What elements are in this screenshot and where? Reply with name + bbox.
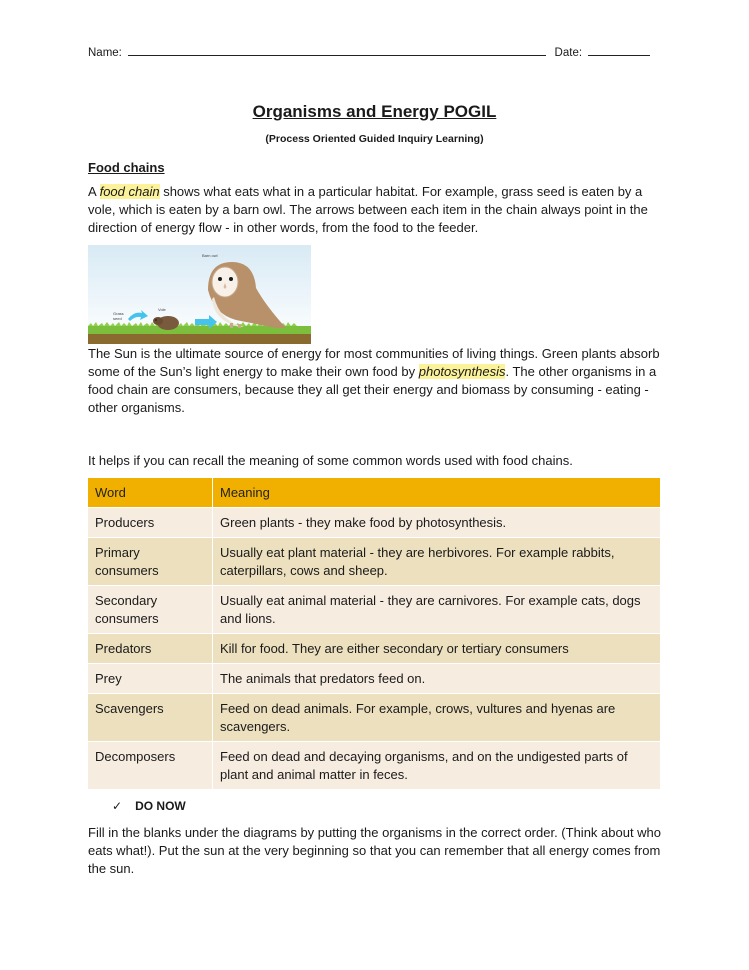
- page-title: Organisms and Energy POGIL: [252, 102, 497, 121]
- svg-text:Vole: Vole: [158, 307, 166, 312]
- term-word: Primary consumers: [88, 538, 213, 586]
- checkmark-icon: ✓: [112, 799, 123, 813]
- table-row: [88, 664, 660, 694]
- sun-paragraph: [88, 345, 663, 417]
- term-meaning: Kill for food. They are either secondary or tertiary consumers: [213, 634, 661, 664]
- term-word: Producers: [88, 508, 213, 538]
- highlight-photosynthesis: photosynthesis: [418, 364, 506, 379]
- term-word: Decomposers: [88, 742, 213, 790]
- term-word: Secondary consumers: [88, 586, 213, 634]
- food-chain-illustration: [88, 245, 311, 344]
- section-heading-food-chains: Food chains: [88, 160, 165, 175]
- term-meaning: Usually eat animal material - they are carnivores. For example cats, dogs and lions.: [213, 586, 661, 634]
- term-meaning: Feed on dead and decaying organisms, and on the undigested parts of plant and animal matter in feces.: [213, 742, 661, 790]
- term-meaning: Feed on dead animals. For example, crows, vultures and hyenas are scavengers.: [213, 694, 661, 742]
- do-now-label: DO NOW: [135, 799, 186, 813]
- table-row: [88, 586, 660, 634]
- do-now-heading: [112, 799, 186, 813]
- table-row: [88, 694, 660, 742]
- intro-suffix: shows what eats what in a particular habitat. For example, grass seed is eaten by a vole, which is eaten by a barn owl. The arrows between each item in the chain always point in the direction of energy flow - in other words, from the food to the feeder.: [88, 184, 648, 235]
- sun-prefix: The Sun is the ultimate source of energy for most communities of living things. Green plants absorb some of the Sun’s light energy to make their own food by: [88, 346, 660, 379]
- name-field-blank[interactable]: [128, 45, 546, 56]
- sun-suffix: . The other organisms in a food chain are consumers, because they all get their energy and biomass by consuming - eating - other organisms.: [88, 364, 657, 415]
- term-word: Scavengers: [88, 694, 213, 742]
- header-meaning: Meaning: [213, 478, 661, 508]
- name-label: Name:: [88, 47, 122, 59]
- name-date-line: [88, 45, 650, 59]
- table-intro: It helps if you can recall the meaning of some common words used with food chains.: [88, 453, 573, 468]
- term-meaning: The animals that predators feed on.: [213, 664, 661, 694]
- table-header-row: [88, 478, 660, 508]
- term-word: Prey: [88, 664, 213, 694]
- date-field-blank[interactable]: [588, 45, 650, 56]
- svg-text:seed: seed: [113, 316, 122, 321]
- table-row: [88, 508, 660, 538]
- term-meaning: Green plants - they make food by photosynthesis.: [213, 508, 661, 538]
- food-chain-terms-table: [88, 478, 660, 789]
- table-row: [88, 634, 660, 664]
- table-row: [88, 742, 660, 790]
- intro-paragraph: [88, 183, 663, 237]
- date-label: Date:: [554, 47, 583, 59]
- page-subtitle: (Process Oriented Guided Inquiry Learning): [265, 133, 484, 145]
- svg-text:Barn owl: Barn owl: [202, 253, 218, 258]
- svg-text:Grass: Grass: [113, 311, 124, 316]
- do-now-instructions: Fill in the blanks under the diagrams by putting the organisms in the correct order. (Think about who eats what!). Put the sun at the very beginning so that you can remember that all energy comes from the sun.: [88, 825, 662, 876]
- term-word: Predators: [88, 634, 213, 664]
- term-meaning: Usually eat plant material - they are herbivores. For example rabbits, caterpillars, cows and sheep.: [213, 538, 661, 586]
- intro-prefix: A: [88, 184, 100, 199]
- table-row: [88, 538, 660, 586]
- highlight-food-chain: food chain: [99, 184, 160, 199]
- header-word: Word: [88, 478, 213, 508]
